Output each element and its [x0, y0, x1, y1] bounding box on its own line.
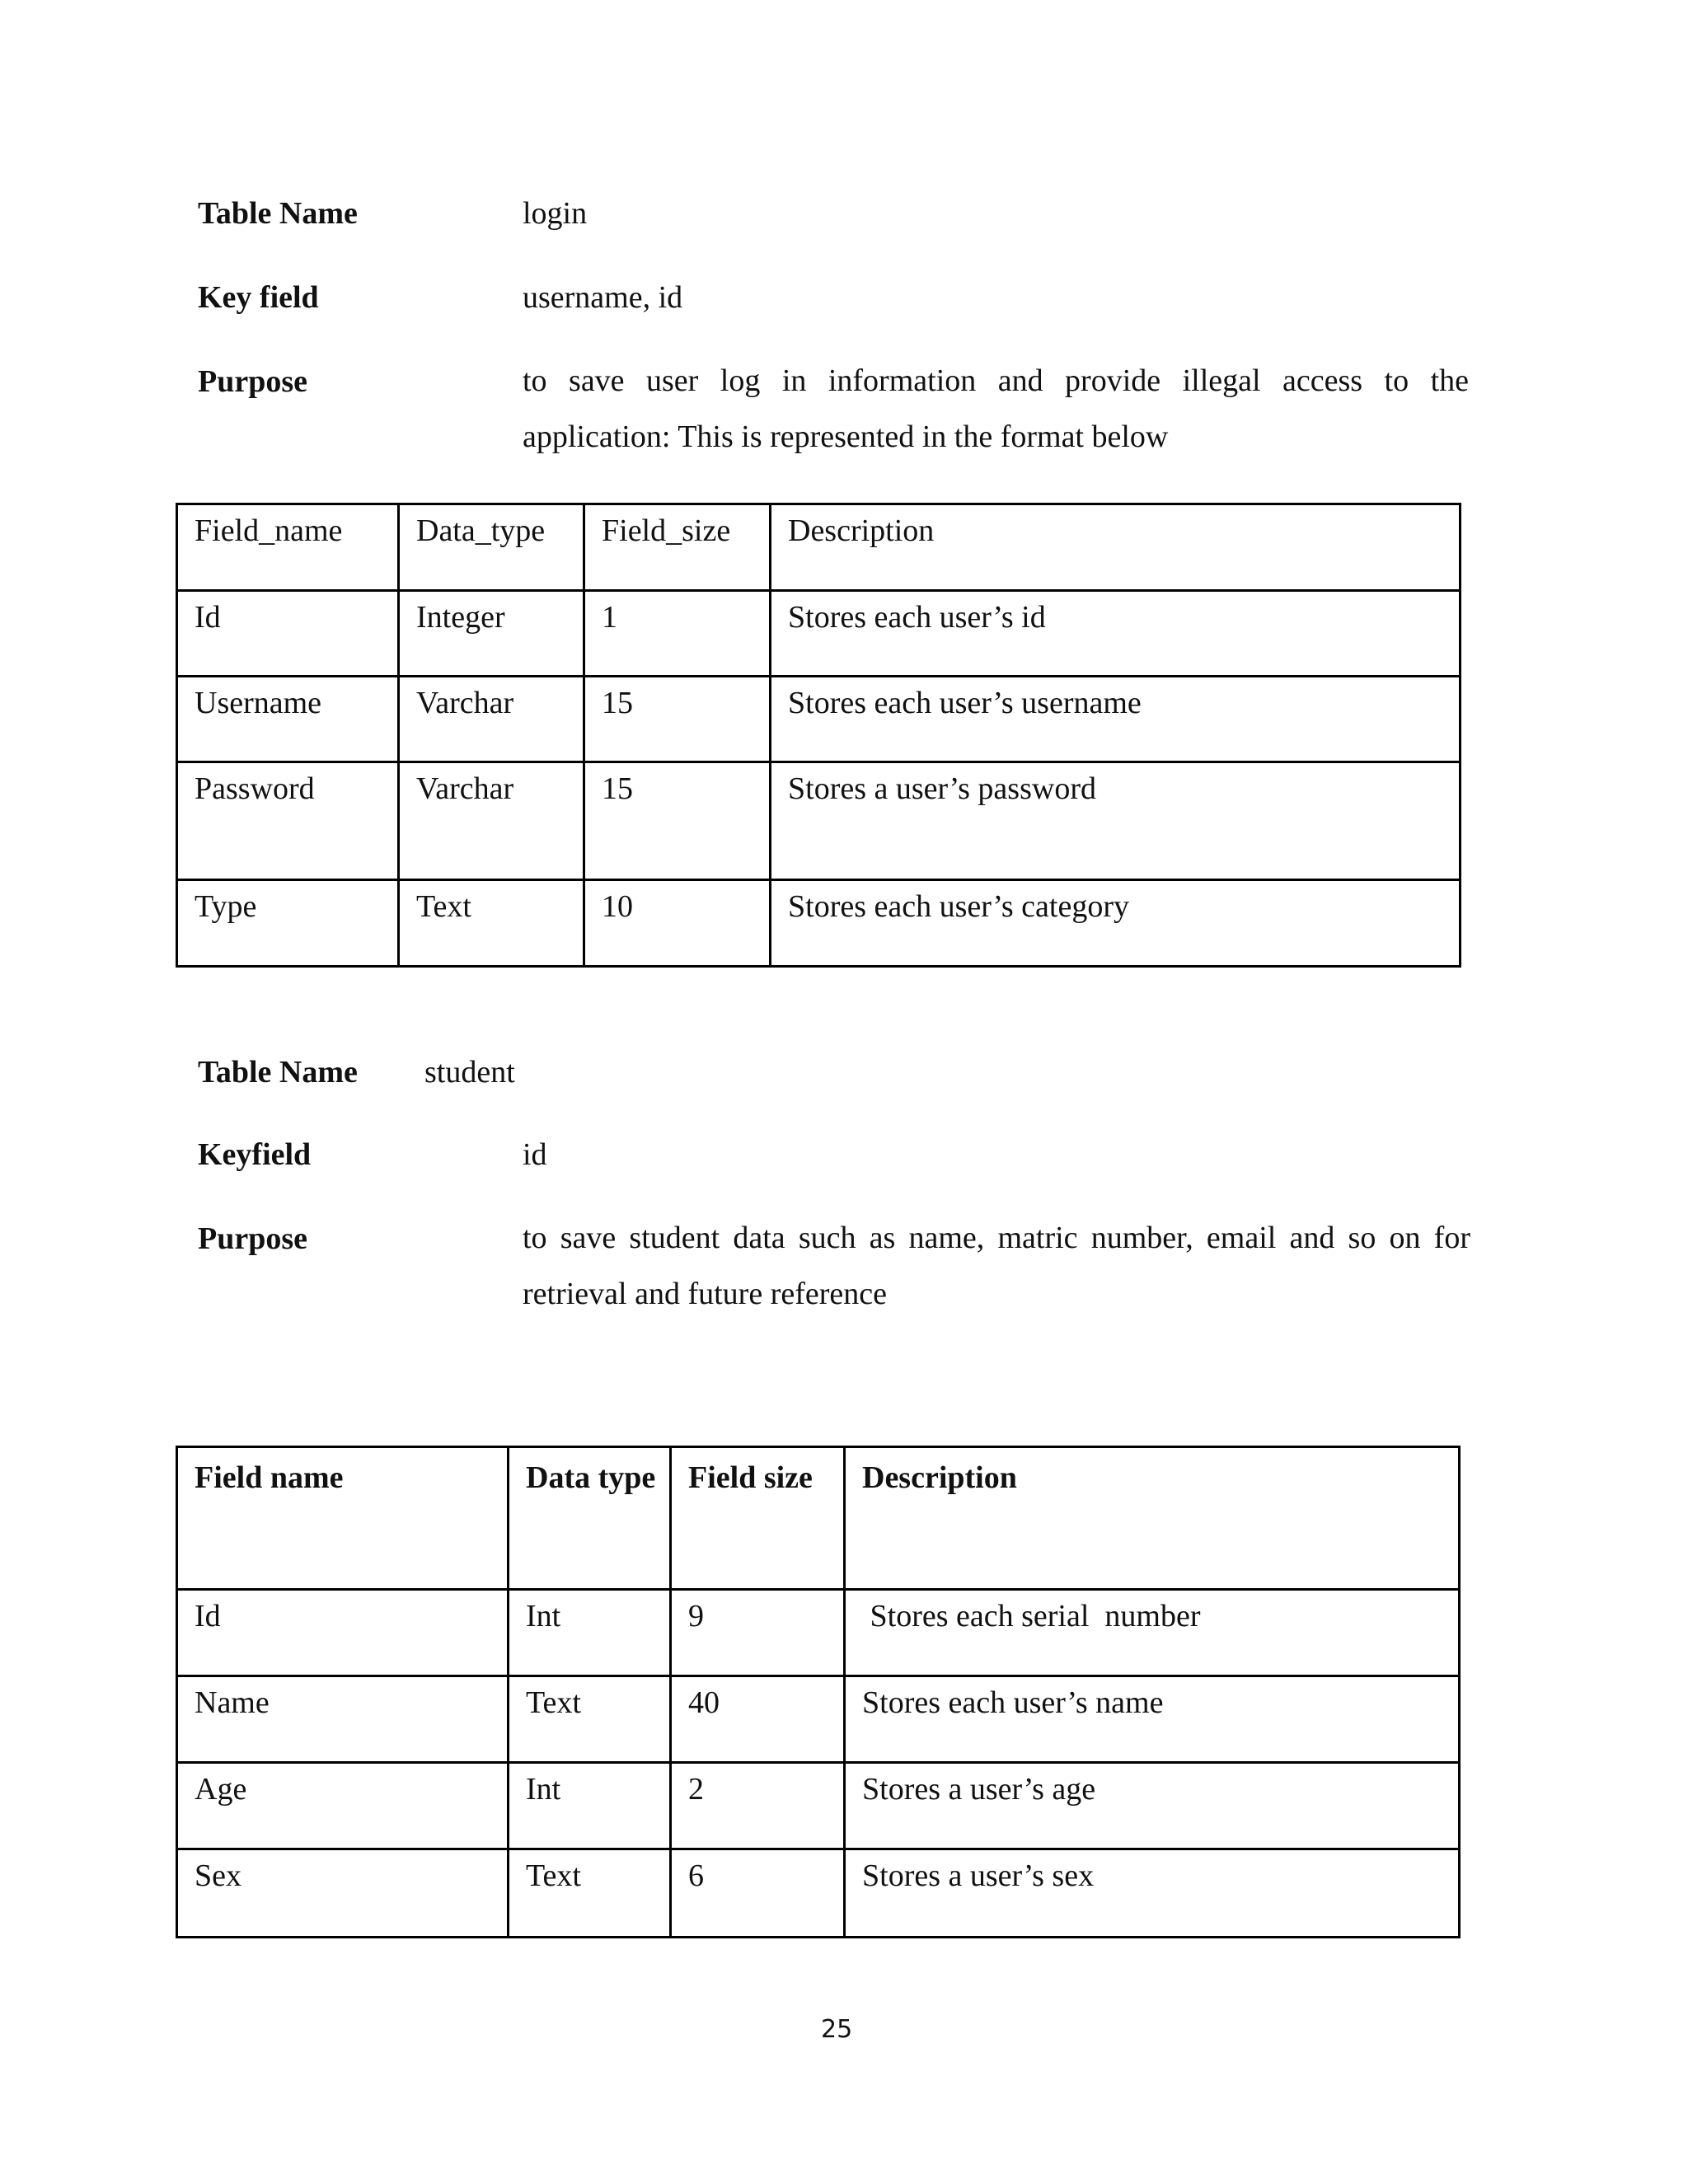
field-size-cell: 40 [671, 1676, 845, 1763]
data-type-cell: Varchar [399, 762, 584, 880]
student-header-field-name: Field name [177, 1447, 509, 1590]
field-name-cell: Type [177, 880, 399, 967]
field-name-cell: Age [177, 1763, 509, 1849]
description-cell: Stores each user’s name [845, 1676, 1460, 1763]
description-cell: Stores each user’s username [771, 677, 1461, 762]
description-cell: Stores each serial number [845, 1590, 1460, 1676]
student-key-field-value: id [523, 1137, 547, 1172]
student-purpose-label: Purpose [198, 1221, 307, 1256]
login-fields-table [176, 503, 1461, 968]
field-name-cell: Username [177, 677, 399, 762]
student-header-description: Description [845, 1447, 1460, 1590]
field-size-cell: 10 [584, 880, 771, 967]
description-cell: Stores a user’s password [771, 762, 1461, 880]
login-key-field-value: username, id [523, 280, 683, 315]
table-row [177, 1590, 1460, 1676]
student-table-name-value: student [424, 1055, 515, 1090]
description-cell: Stores each user’s category [771, 880, 1461, 967]
login-header-field-size: Field_size [584, 504, 771, 591]
description-cell: Stores a user’s age [845, 1763, 1460, 1849]
login-purpose-label: Purpose [198, 364, 307, 399]
field-size-cell: 2 [671, 1763, 845, 1849]
table-row [177, 677, 1461, 762]
login-table-header-row [177, 504, 1461, 591]
field-name-cell: Name [177, 1676, 509, 1763]
field-name-cell: Password [177, 762, 399, 880]
field-size-cell: 1 [584, 591, 771, 677]
data-type-cell: Varchar [399, 677, 584, 762]
table-row [177, 1676, 1460, 1763]
login-key-field-label: Key field [198, 280, 319, 315]
data-type-cell: Int [509, 1763, 671, 1849]
login-header-data-type: Data_type [399, 504, 584, 591]
data-type-cell: Int [509, 1590, 671, 1676]
login-table-name-label: Table Name [198, 196, 358, 231]
data-type-cell: Text [509, 1849, 671, 1938]
description-cell: Stores each user’s id [771, 591, 1461, 677]
description-cell: Stores a user’s sex [845, 1849, 1460, 1938]
field-size-cell: 15 [584, 677, 771, 762]
student-fields-table [176, 1446, 1461, 1938]
student-key-field-label: Keyfield [198, 1137, 312, 1172]
page-number: 25 [821, 2015, 853, 2044]
data-type-cell: Text [399, 880, 584, 967]
student-table-name-label: Table Name [198, 1055, 358, 1090]
table-row [177, 1763, 1460, 1849]
field-size-cell: 9 [671, 1590, 845, 1676]
data-type-cell: Text [509, 1676, 671, 1763]
table-row [177, 591, 1461, 677]
student-header-data-type: Data type [509, 1447, 671, 1590]
login-table-name-value: login [523, 196, 588, 231]
table-row [177, 762, 1461, 880]
login-header-field-name: Field_name [177, 504, 399, 591]
data-type-cell: Integer [399, 591, 584, 677]
student-purpose-value: to save student data such as name, matric number, email and so on for retrieval and future reference [523, 1221, 1470, 1311]
login-purpose-value: to save user log in information and provide illegal access to the application: This is represented in the format below [523, 363, 1469, 454]
field-size-cell: 15 [584, 762, 771, 880]
field-name-cell: Id [177, 1590, 509, 1676]
student-header-field-size: Field size [671, 1447, 845, 1590]
table-row [177, 880, 1461, 967]
field-size-cell: 6 [671, 1849, 845, 1938]
field-name-cell: Sex [177, 1849, 509, 1938]
table-row [177, 1849, 1460, 1938]
student-table-header-row [177, 1447, 1460, 1590]
field-name-cell: Id [177, 591, 399, 677]
login-header-description: Description [771, 504, 1461, 591]
